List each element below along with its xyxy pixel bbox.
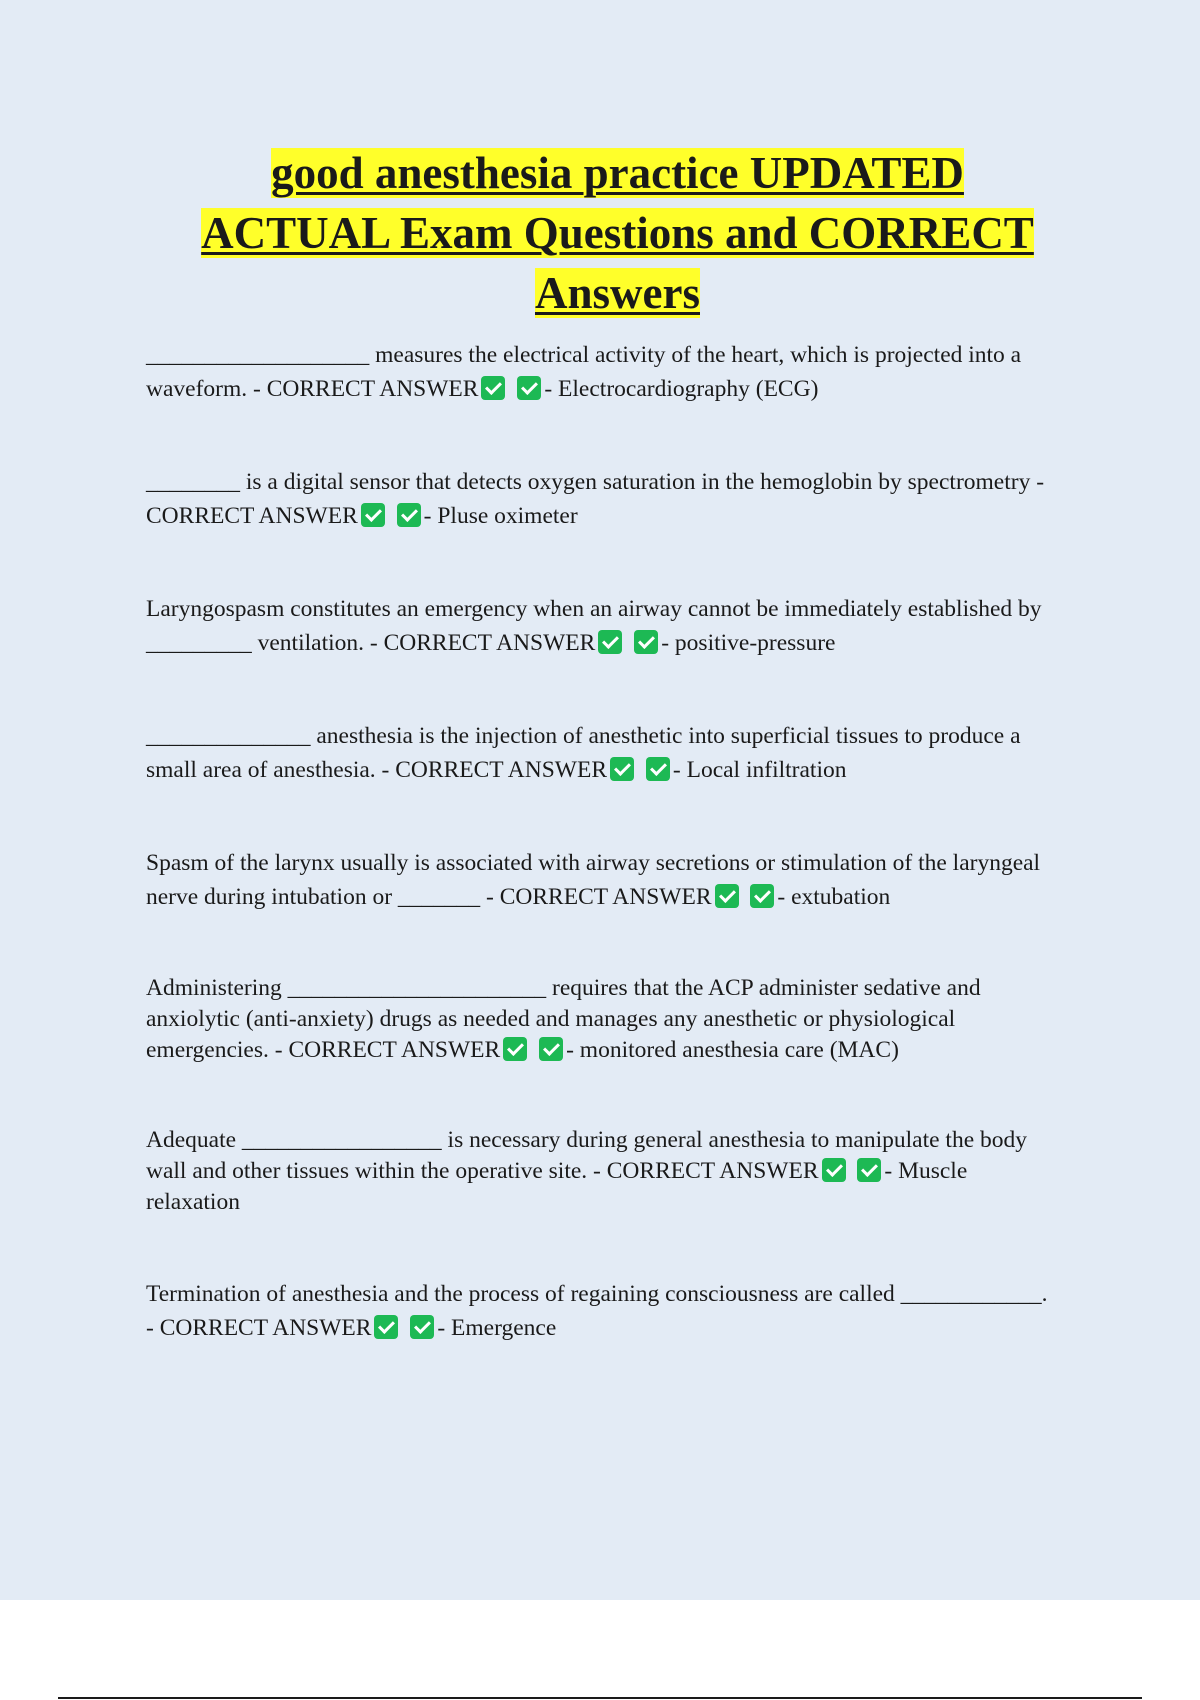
question-text: Adequate _________________ is necessary during general anesthesia to manipulate the body <box>146 1127 1028 1153</box>
question-list <box>146 338 1081 1345</box>
answer-text: - positive-pressure <box>661 630 836 656</box>
green-checkmark-icon <box>715 884 739 908</box>
question-text: - CORRECT ANSWER <box>146 1315 372 1341</box>
title-line: Answers <box>535 268 700 318</box>
question-text: wall and other tissues within the operative site. - CORRECT ANSWER <box>146 1158 819 1184</box>
question-item <box>146 465 1081 533</box>
green-checkmark-icon <box>634 630 658 654</box>
green-checkmark-icon <box>517 376 541 400</box>
question-text: nerve during intubation or _______ - CORRECT ANSWER <box>146 884 712 910</box>
question-text: Administering ______________________ requires that the ACP administer sedative and <box>146 975 981 1001</box>
green-checkmark-icon <box>410 1315 434 1339</box>
green-checkmark-icon <box>539 1037 563 1061</box>
question-text: waveform. - CORRECT ANSWER <box>146 376 479 402</box>
question-text: CORRECT ANSWER <box>146 503 358 529</box>
green-checkmark-icon <box>598 630 622 654</box>
question-text: anxiolytic (anti-anxiety) drugs as needed and manages any anesthetic or physiological <box>146 1006 956 1032</box>
question-item <box>146 338 1081 406</box>
question-text: small area of anesthesia. - CORRECT ANSWER <box>146 757 608 783</box>
green-checkmark-icon <box>481 376 505 400</box>
answer-text: - Local infiltration <box>672 757 847 783</box>
footer-divider <box>58 1697 1142 1699</box>
green-checkmark-icon <box>610 757 634 781</box>
green-checkmark-icon <box>503 1037 527 1061</box>
question-text: Termination of anesthesia and the process of regaining consciousness are called ____________. <box>146 1281 1048 1307</box>
green-checkmark-icon <box>750 884 774 908</box>
question-text: Spasm of the larynx usually is associated with airway secretions or stimulation of the laryngeal <box>146 850 1041 876</box>
green-checkmark-icon <box>397 503 421 527</box>
green-checkmark-icon <box>646 757 670 781</box>
question-text: ________ is a digital sensor that detects oxygen saturation in the hemoglobin by spectrometry - <box>146 469 1045 495</box>
answer-text: - monitored anesthesia care (MAC) <box>566 1037 899 1063</box>
title-line: good anesthesia practice UPDATED <box>271 148 964 198</box>
question-text: ___________________ measures the electrical activity of the heart, which is projected into a <box>146 342 1022 368</box>
answer-text: - Pluse oximeter <box>423 503 578 529</box>
question-item <box>146 719 1081 787</box>
question-item <box>146 1277 1081 1345</box>
question-text: ______________ anesthesia is the injection of anesthetic into superficial tissues to produce a <box>146 723 1021 749</box>
document-title <box>120 143 1115 323</box>
answer-text: - Emergence <box>437 1315 557 1341</box>
question-text: emergencies. - CORRECT ANSWER <box>146 1037 501 1063</box>
question-item <box>146 1125 1081 1218</box>
green-checkmark-icon <box>374 1315 398 1339</box>
answer-text: - Muscle <box>884 1158 968 1184</box>
question-item <box>146 973 1081 1066</box>
green-checkmark-icon <box>857 1158 881 1182</box>
answer-text: - Electrocardiography (ECG) <box>544 376 819 402</box>
green-checkmark-icon <box>361 503 385 527</box>
question-item <box>146 846 1081 914</box>
question-text: Laryngospasm constitutes an emergency when an airway cannot be immediately established by <box>146 596 1042 622</box>
question-item <box>146 592 1081 660</box>
title-line: ACTUAL Exam Questions and CORRECT <box>201 208 1034 258</box>
question-text: _________ ventilation. - CORRECT ANSWER <box>146 630 596 656</box>
green-checkmark-icon <box>822 1158 846 1182</box>
answer-text: - extubation <box>777 884 891 910</box>
answer-text: relaxation <box>146 1189 240 1215</box>
